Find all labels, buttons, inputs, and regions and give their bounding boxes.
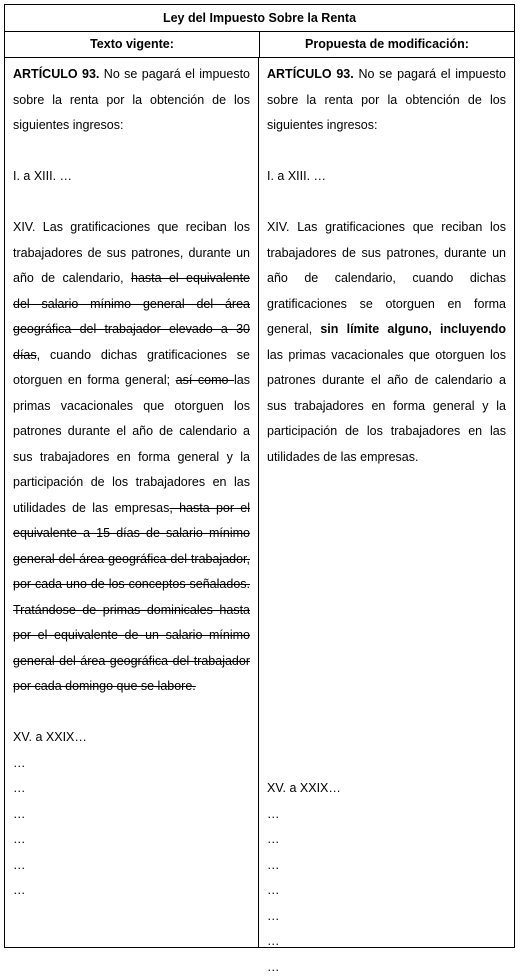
xiv-text-2: las primas vacacionales que otorguen los patrones durante el año de calendario a sus trabajadores en forma general y la participación de los trabajadores en las utilidades de las empresas.: [267, 348, 506, 464]
current-text-column: [5, 58, 259, 948]
xiv-text-3: las primas vacacionales que otorguen los patrones durante el año de calendario a sus trabajadores en forma general y la participación de los trabajadores en las utilidades de las empresas: [13, 373, 250, 515]
ellipsis-line: …: [13, 751, 250, 777]
header-proposed-text: Propuesta de modificación:: [260, 32, 514, 57]
range-xv-xxix: XV. a XXIX…: [267, 776, 506, 802]
xiv-text-2: , cuando dichas gratificaciones se otorguen en forma general;: [13, 348, 250, 388]
ellipsis-line: …: [267, 827, 506, 853]
xiv-struck-text-2: así como: [176, 373, 234, 387]
article-label: ARTÍCULO 93.: [13, 67, 99, 81]
range-i-xiii: I. a XIII. …: [267, 164, 506, 190]
article-label: ARTÍCULO 93.: [267, 67, 354, 81]
ellipsis-line: …: [267, 955, 506, 980]
xiv-text-1: XIV. Las gratificaciones que reciban los trabajadores de sus patrones, durante un año de calendario, cuando dichas gratificaciones se otorguen en forma general,: [267, 220, 506, 336]
article-93-intro: [13, 62, 250, 139]
header-current-text: Texto vigente:: [5, 32, 260, 57]
comparison-table: [4, 4, 515, 948]
xiv-bold-text: sin límite alguno, incluyendo: [320, 322, 506, 336]
ellipsis-line: …: [267, 929, 506, 955]
ellipsis-line: …: [267, 904, 506, 930]
article-text: No se pagará el impuesto sobre la renta por la obtención de los siguientes ingresos:: [267, 67, 506, 132]
table-body: [5, 58, 514, 948]
article-93-intro: [267, 62, 506, 139]
proposed-text-column: [259, 58, 514, 948]
ellipsis-line: …: [13, 853, 250, 879]
xiv-text-1: XIV. Las gratificaciones que reciban los trabajadores de sus patrones, durante un año de calendario,: [13, 220, 250, 285]
fraction-xiv: [267, 215, 506, 470]
xiv-struck-text-3: , hasta por el equivalente a 15 días de salario mínimo general del área geográfica del trabajador, por cada uno de los conceptos señalados. Tratándose de primas dominicales hasta por el equivalente de un salario mínimo general del área geográfica del trabajador por cada domingo que se labore.: [13, 501, 250, 694]
ellipsis-line: …: [13, 827, 250, 853]
range-i-xiii: I. a XIII. …: [13, 164, 250, 190]
article-text: No se pagará el impuesto sobre la renta por la obtención de los siguientes ingresos:: [13, 67, 250, 132]
range-xv-xxix: XV. a XXIX…: [13, 725, 250, 751]
ellipsis-line: …: [267, 802, 506, 828]
ellipsis-line: …: [267, 878, 506, 904]
table-title: Ley del Impuesto Sobre la Renta: [5, 5, 514, 32]
xiv-struck-text-1: hasta el equivalente del salario mínimo general del área geográfica del trabajador elevado a 30 días: [13, 271, 250, 362]
ellipsis-line: …: [13, 802, 250, 828]
ellipsis-line: …: [267, 853, 506, 879]
column-headers: [5, 32, 514, 58]
fraction-xiv: [13, 215, 250, 700]
ellipsis-line: …: [13, 878, 250, 904]
ellipsis-line: …: [13, 776, 250, 802]
